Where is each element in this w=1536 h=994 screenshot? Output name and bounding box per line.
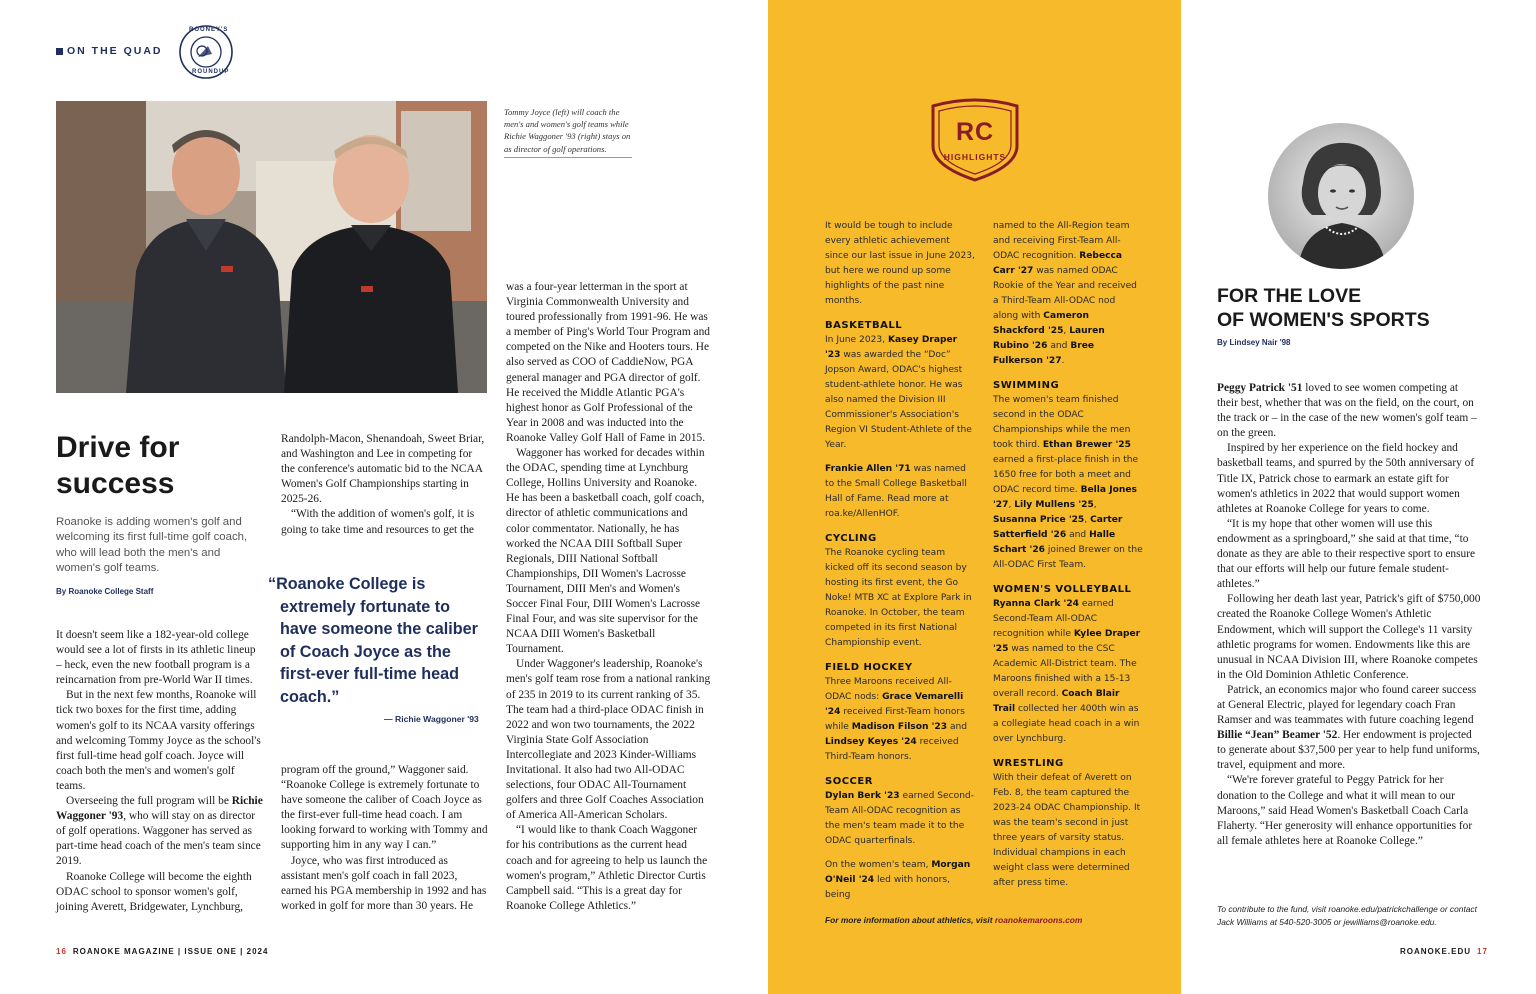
- right-byline: By Lindsey Nair '98: [1217, 338, 1291, 347]
- col3-para: Waggoner has worked for decades within the ODAC, spending time at Lynchburg College, Hollins University and Roanoke. He has been a basketball coach, golf coach, director of athletic communications and color commentator. Nationally, he has worked the NCAA DIII Softball Super Regionals, DIII National Softball Championships, DII Women's Lacrosse Tournament, DIII Men's and Women's Soccer Final Four, DIII Women's Lacrosse Final Four, and was site supervisor for the NCAA DIII Women's Basketball Tournament.: [506, 447, 705, 656]
- folio-left: [56, 947, 268, 956]
- wrestling-para: With their defeat of Averett on Feb. 8, the team captured the 2023-24 ODAC Championship. It was the team's second in just three years of varsity status. Individual champions in each weight class were determined after press time.: [993, 773, 1141, 888]
- page-number-left: 16: [56, 947, 67, 956]
- article-byline: By Roanoke College Staff: [56, 587, 154, 596]
- basketball-para: In June 2023, Kasey Draper '23 was awarded the “Doc” Jopson Award, ODAC's highest student-athlete honor. He was also named the Division III Commissioner's Association's Region VI Student-Athlete of the Year.: [825, 335, 972, 450]
- site-url: ROANOKE.EDU: [1400, 947, 1472, 956]
- right-article-title: [1217, 285, 1430, 332]
- right-para: Following her death last year, Patrick's gift of $750,000 created the Roanoke College Women's Athletic Endowment, which will support the College's 11 varsity athletic programs for women. Endowments like this are unusual in NCAA Division III, where Roanoke competes in the Old Dominion Athletic Conference.: [1217, 593, 1481, 681]
- volleyball-para: Ryanna Clark '24 earned Second-Team All-ODAC recognition while Kylee Draper '25 was named to the CSC Academic All-District team. The Maroons finished with a 15-13 overall record. Coach Blair Trail collected her 400th win as a collegiate head coach in a win over Lynchburg.: [993, 599, 1141, 744]
- article-title-line1: Drive for: [56, 431, 180, 464]
- article-col3: [506, 280, 711, 914]
- field-hockey-para: Three Maroons received All-ODAC nods: Grace Vemarelli '24 received First-Team honors while Madison Filson '23 and Lindsey Keyes '24 received Third-Team honors.: [825, 677, 968, 762]
- col1-para: It doesn't seem like a 182-year-old college would see a lot of firsts in its athletic lineup – heck, even the new football program is a reincarnation from pre-World War II times.: [56, 629, 256, 687]
- right-para: “It is my hope that other women will use this endowment as a springboard,” she said at that time, “to donate as they are able to their respective sport to ensure that our efforts will help our future female student-athletes.”: [1217, 517, 1476, 591]
- heading-swimming: SWIMMING: [993, 380, 1060, 391]
- article-title-line2: success: [56, 467, 175, 500]
- cycling-para: The Roanoke cycling team kicked off its second season by hosting its first event, the Go Noke! MTB XC at Explore Park in Roanoke. In October, the team competed in its first National Championship event.: [825, 548, 972, 648]
- publication-line: ROANOKE MAGAZINE | ISSUE ONE | 2024: [72, 947, 269, 956]
- pull-quote: “Roanoke College is extremely fortunate to have someone the caliber of Coach Joyce as the first-ever full-time head coach.”: [268, 575, 478, 706]
- col1-para: Roanoke College will become the eighth ODAC school to sponsor women's golf, joining Averett, Bridgewater, Lynchburg,: [56, 870, 252, 913]
- article-title: [56, 430, 179, 502]
- roundup-logo: [178, 24, 234, 80]
- coaches-photo-illustration: [56, 101, 487, 393]
- article-dek: Roanoke is adding women's golf and welcoming its first full-time golf coach, who will lead both the men's and women's golf teams.: [56, 516, 248, 574]
- caption-underline: [504, 157, 632, 158]
- pull-quote-attribution: — Richie Waggoner '93: [384, 714, 479, 724]
- right-para: Patrick, an economics major who found career success at General Electric, played for legendary coach Fran Ramser and was teammates with future coaching legend Billie “Jean” Beamer '52. Her endowment is projected to generate about $37,500 per year to help fund uniforms, travel, equipment and more.: [1217, 683, 1480, 772]
- col2-para: program off the ground,” Waggoner said. “Roanoke College is extremely fortunate to have someone the caliber of Coach Joyce as the first-ever full-time head coach. I am looking forward to working with Tommy and supporting him in any way I can.”: [281, 764, 488, 852]
- folio-right: [1400, 947, 1488, 956]
- basketball-para: Frankie Allen '71 was named to the Small College Basketball Hall of Fame. Read more at roa.ke/AllenHOF.: [825, 464, 967, 519]
- swimming-para: The women's team finished second in the ODAC Championships while the men took third. Ethan Brewer '25 earned a first-place finish in the 1650 free for both a meet and ODAC record time. Bella Jones '27, Lily Mullens '25, Susanna Price '25, Carter Satterfield '26 and Halle Schart '26 joined Brewer on the All-ODAC First Team.: [993, 395, 1143, 570]
- page-number-right: 17: [1477, 947, 1488, 956]
- highlights-intro: It would be tough to include every athletic achievement since our last issue in June 2023, but here we round up some highlights of the past nine months.: [825, 221, 975, 306]
- col3-para: “I would like to thank Coach Waggoner for his contributions as the current head coach and for agreeing to help us launch the women's program,” Athletic Director Curtis Campbell said. “This is a great day for Roanoke College Athletics.”: [506, 824, 708, 912]
- heading-soccer: SOCCER: [825, 776, 873, 787]
- section-marker: [56, 48, 63, 55]
- heading-volleyball: WOMEN'S VOLLEYBALL: [993, 584, 1132, 595]
- right-title-line1: FOR THE LOVE: [1217, 285, 1362, 307]
- right-para: Peggy Patrick '51 loved to see women competing at their best, whether that was on the field, on the court, on the track or – in the case of the new women's golf team – on the green.: [1217, 382, 1477, 440]
- badge-main-text: RC: [955, 118, 995, 146]
- heading-wrestling: WRESTLING: [993, 758, 1064, 769]
- photo-caption: Tommy Joyce (left) will coach the men's and women's golf teams while Richie Waggoner '93 (right) stays on as director of golf operations.: [504, 107, 631, 154]
- col1-para: But in the next few months, Roanoke will tick two boxes for the first time, adding women's golf to its NCAA varsity offerings and welcoming Tommy Joyce as the school's first full-time head golf coach. Joyce will coach both the men's and women's golf teams.: [56, 689, 261, 792]
- article-col1: [56, 628, 263, 915]
- col3-para: was a four-year letterman in the sport at Virginia Commonwealth University and toured professionally from 1991-96. He was a member of Ping's World Tour Program and competed on the Nike and Hooters tours. He also served as COO of CaddieNow, PGA general manager and PGA director of golf. He received the Middle Atlantic PGA's highest honor as Golf Professional of the Year in 2008 and was inducted into the Roanoke Valley Golf Hall of Fame in 2015.: [506, 281, 710, 444]
- highlights-footer: For more information about athletics, visit roanokemaroons.com: [825, 915, 1083, 925]
- highlights-col1: [825, 219, 975, 903]
- contribute-note: To contribute to the fund, visit roanoke.edu/patrickchallenge or contact Jack Williams at 540-520-3005 or jewilliams@roanoke.edu.: [1217, 904, 1477, 927]
- right-para: “We're forever grateful to Peggy Patrick for her donation to the College and what it will mean to our Maroons,” said Head Women's Basketball Coach Carla Flaherty. “Her generosity will enhance opportunities for all female athletes here at Roanoke College.”: [1217, 774, 1473, 847]
- logo-bottom-text: ROUNDUP: [192, 69, 230, 75]
- soccer-para: Dylan Berk '23 earned Second-Team All-ODAC recognition as the men's team made it to the ODAC quarterfinals.: [825, 791, 975, 846]
- right-title-line2: OF WOMEN'S SPORTS: [1217, 308, 1430, 331]
- athletics-link[interactable]: roanokemaroons.com: [994, 915, 1083, 925]
- soccer-para: On the women's team, Morgan O'Neil '24 led with honors, being: [825, 860, 971, 900]
- peggy-portrait: [1268, 123, 1414, 269]
- col1-para: Overseeing the full program will be Richie Waggoner '93, who will stay on as director of golf operations. Waggoner has served as part-time head coach of the men's team since 2019.: [56, 795, 263, 868]
- right-article-body: [1217, 381, 1481, 849]
- soccer-continued-para: named to the All-Region team and receiving First-Team All-ODAC recognition. Rebecca Carr '27 was named ODAC Rookie of the Year and received a Third-Team All-ODAC nod along with Cameron Shackford '25, Lauren Rubino '26 and Bree Fulkerson '27.: [993, 221, 1137, 366]
- right-para: Inspired by her experience on the field hockey and basketball teams, and spurred by the 50th anniversary of Title IX, Patrick chose to earmark an estate gift for women's athletics in 2022 that would support women athletes at Roanoke College for years to come.: [1217, 442, 1475, 515]
- portrait-illustration: [1268, 123, 1414, 269]
- rc-highlights-badge: [925, 96, 1025, 182]
- highlights-col2: [993, 219, 1143, 891]
- badge-sub-text: HIGHLIGHTS: [943, 152, 1007, 162]
- col2-para: Joyce, who was first introduced as assistant men's golf coach in fall 2023, earned his PGA membership in 1992 and has worked in golf for more than 30 years. He: [281, 854, 487, 912]
- col2-para: “With the addition of women's golf, it is going to take time and resources to get the: [281, 508, 475, 536]
- heading-field-hockey: FIELD HOCKEY: [825, 662, 913, 673]
- name-richie: Richie Waggoner '93: [56, 795, 263, 823]
- coaches-photo: [56, 101, 487, 393]
- col3-para: Under Waggoner's leadership, Roanoke's men's golf team rose from a national ranking of 235 in 2019 to its current ranking of 35. The team had a third-place ODAC finish in 2022 and won two tournaments, the 2022 Virginia State Golf Association Intercollegiate and 2023 Kinder-Williams Invitational. It also had two All-ODAC selections, four ODAC All-Tournament golfers and three Golf Coaches Association of America All-American Scholars.: [506, 658, 711, 822]
- col2-para: Randolph-Macon, Shenandoah, Sweet Briar, and Washington and Lee in competing for the conference's automatic bid to the NCAA Women's Golf Championships starting in 2025-26.: [281, 433, 485, 506]
- article-col2-bottom: [281, 763, 488, 914]
- heading-cycling: CYCLING: [825, 533, 877, 544]
- section-label: ON THE QUAD: [67, 45, 163, 57]
- article-col2-top: [281, 432, 488, 538]
- logo-top-text: ROONEY'S: [189, 27, 229, 33]
- heading-basketball: BASKETBALL: [825, 320, 903, 331]
